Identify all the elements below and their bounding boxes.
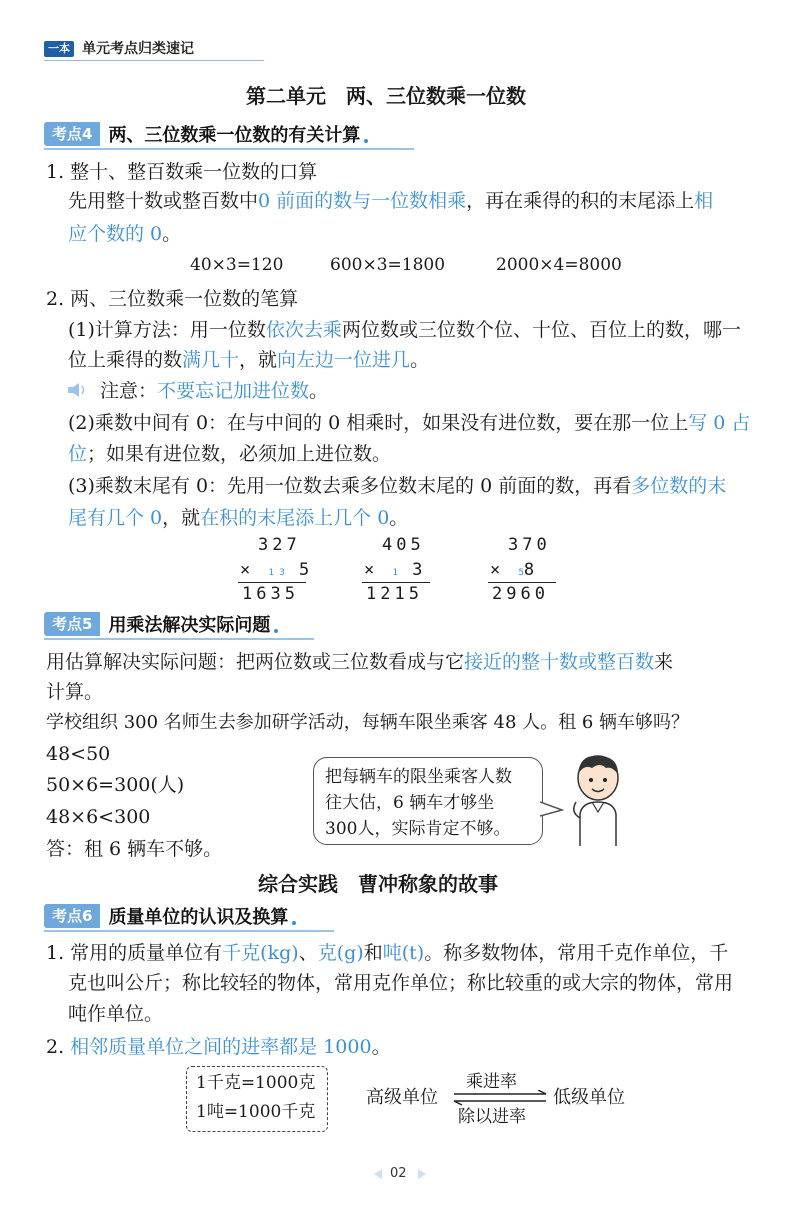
calc-result: 1215 (366, 584, 423, 604)
kd5-para-line2: 计算。 (46, 681, 104, 703)
kd5-work-3: 48×6<300 (46, 806, 151, 828)
kd6-title: 质量单位的认识及换算 (108, 907, 289, 928)
dot-icon (292, 921, 296, 925)
calc-multiplier: × 1 3 (364, 560, 427, 580)
boy-illustration-icon (562, 752, 634, 848)
kd4-title: 两、三位数乘一位数的有关计算 (108, 125, 361, 146)
kd4-heading (44, 121, 368, 147)
high-unit-label: 高级单位 (366, 1087, 438, 1108)
kd6-line3: 吨作单位。 (68, 1003, 164, 1025)
kd4-method3-line1: (3)乘数末尾有 0：先用一位数去乘多位数末尾的 0 前面的数，再看多位数的末 (68, 475, 727, 497)
kd4-method3-line2: 尾有几个 0，就在积的末尾添上几个 0。 (68, 507, 409, 529)
kd4-method1-line1: (1)计算方法：用一位数依次去乘两位数或三位数个位、十位、百位上的数，哪一 (68, 319, 741, 341)
kd5-answer: 答：租 6 辆车不够。 (46, 838, 223, 860)
kd4-example-2: 600×3=1800 (330, 255, 446, 275)
kd4-s2-title: 2. 两、三位数乘一位数的笔算 (46, 288, 299, 310)
arrow-top-label: 乘进率 (466, 1072, 517, 1092)
kd4-method2-line1: (2)乘数中间有 0：在与中间的 0 相乘时，如果没有进位数，要在那一位上写 0 占 (68, 412, 751, 434)
kd6-line1: 1. 常用的质量单位有千克(kg)、克(g)和吨(t)。称多数物体，常用千克作单位，千 (46, 942, 729, 964)
calc-top: 405 (382, 535, 425, 555)
kd4-note: 注意：不要忘记加进位数。 (100, 380, 329, 402)
kd6-tag: 考点6 (44, 904, 100, 928)
bubble-tail (540, 800, 564, 820)
kd5-title: 用乘法解决实际问题 (108, 615, 271, 636)
arrow-bottom-label: 除以进率 (458, 1107, 526, 1127)
kd5-para-line1: 用估算解决实际问题：把两位数或三位数看成与它接近的整十数或整百数来 (46, 651, 674, 673)
kd4-s1-line2: 应个数的 0。 (68, 223, 182, 245)
kd4-method1-line2: 位上乘得的数满几十，就向左边一位进几。 (68, 349, 430, 371)
kd6-underline (44, 930, 334, 932)
unit-box-line2: 1吨=1000千克 (196, 1102, 316, 1122)
calc-result: 1635 (242, 584, 299, 604)
kd6-heading (44, 903, 296, 929)
calc-top: 370 (508, 535, 551, 555)
kd5-underline (44, 638, 314, 640)
kd4-method2-line2: 位；如果有进位数，必须加上进位数。 (68, 443, 392, 465)
dot-icon (274, 629, 278, 633)
kd6-line2: 克也叫公斤；称比较轻的物体，常用克作单位；称比较重的或大宗的物体，常用 (68, 972, 734, 994)
triangle-left-icon (372, 1168, 384, 1180)
kd5-tag: 考点5 (44, 612, 100, 636)
kd5-heading (44, 611, 278, 637)
speaker-icon (66, 381, 90, 399)
kd5-work-1: 48<50 (46, 743, 111, 765)
triangle-right-icon (416, 1168, 428, 1180)
unit-title: 第二单元 两、三位数乘一位数 (246, 84, 526, 108)
kd4-s1-title: 1. 整十、整百数乘一位数的口算 (46, 161, 318, 183)
header-title: 单元考点归类速记 (82, 41, 194, 57)
dot-icon (364, 139, 368, 143)
kd4-s1-line1: 先用整十数或整百数中0 前面的数与一位数相乘，再在乘得的积的末尾添上相 (68, 190, 714, 212)
kd4-example-3: 2000×4=8000 (496, 255, 622, 275)
low-unit-label: 低级单位 (553, 1087, 625, 1108)
calc-multiplier: × 58 (490, 560, 539, 580)
calc-multiplier: × 1 3 5 (240, 560, 314, 580)
bubble-text: 把每辆车的限坐乘客人数 往大估，6 辆车才够坐 300人，实际肯定不够。 (325, 767, 512, 839)
kd4-example-1: 40×3=120 (190, 255, 284, 275)
header-rule (44, 60, 264, 61)
calc-result: 2960 (492, 584, 549, 604)
page-number: 02 (390, 1166, 407, 1181)
header-badge: 一本 (44, 41, 74, 57)
kd6-line4: 2. 相邻质量单位之间的进率都是 1000。 (46, 1036, 391, 1058)
practice-title: 综合实践 曹冲称象的故事 (258, 872, 498, 896)
calc-top: 327 (258, 535, 301, 555)
kd5-work-2: 50×6=300(人) (46, 774, 185, 796)
kd4-tag: 考点4 (44, 122, 100, 146)
kd5-question: 学校组织 300 名师生去参加研学活动，每辆车限坐乘客 48 人。租 6 辆车够吗？ (46, 712, 690, 733)
unit-box-line1: 1千克=1000克 (196, 1073, 316, 1093)
kd4-underline (44, 148, 414, 150)
